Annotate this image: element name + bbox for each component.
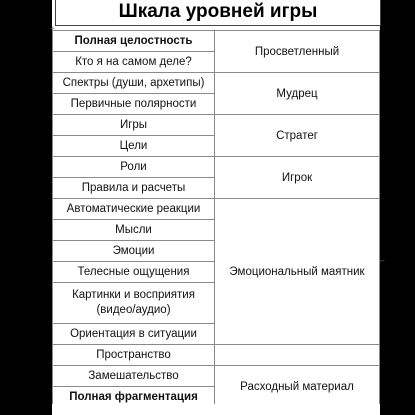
level-cell: Правила и расчеты <box>53 178 215 199</box>
level-cell: Игры <box>53 115 215 136</box>
stage-cell: Эмоциональный маятник <box>215 199 380 345</box>
table-body <box>53 31 380 408</box>
stage-cell: Расходный материал <box>215 366 380 408</box>
level-cell: Спектры (души, архетипы) <box>53 73 215 94</box>
stage-cell: Просветленный <box>215 31 380 73</box>
level-cell: Первичные полярности <box>53 94 215 115</box>
table-row <box>53 115 380 136</box>
level-cell: Кто я на самом деле? <box>53 52 215 73</box>
table-row <box>53 157 380 178</box>
stage-cell: Игрок <box>215 157 380 199</box>
level-cell: Ориентация в ситуации <box>53 324 215 345</box>
page-bottom <box>52 404 380 415</box>
table-row <box>53 31 380 52</box>
level-cell: Полная целостность <box>53 31 215 52</box>
table-row <box>53 199 380 220</box>
level-cell: Роли <box>53 157 215 178</box>
level-cell: Замешательство <box>53 366 215 387</box>
margin-mark-icon: ⌐ <box>380 256 385 265</box>
table-row <box>53 345 380 366</box>
stage-cell: Мудрец <box>215 73 380 115</box>
stage-cell: Стратег <box>215 115 380 157</box>
level-cell: Полная фрагментация <box>53 387 215 408</box>
level-cell: Картинки и восприятия (видео/аудио) <box>53 283 215 324</box>
document-title: Шкала уровней игры <box>55 0 381 26</box>
level-cell: Автоматические реакции <box>53 199 215 220</box>
document-page <box>50 0 385 415</box>
level-cell: Эмоции <box>53 241 215 262</box>
table-row <box>53 366 380 387</box>
table-move-handle-icon[interactable]: + <box>50 24 55 33</box>
level-cell: Мысли <box>53 220 215 241</box>
level-cell: Цели <box>53 136 215 157</box>
game-levels-table <box>52 30 380 408</box>
level-cell: Телесные ощущения <box>53 262 215 283</box>
level-cell: Пространство <box>53 345 215 366</box>
table-row <box>53 73 380 94</box>
